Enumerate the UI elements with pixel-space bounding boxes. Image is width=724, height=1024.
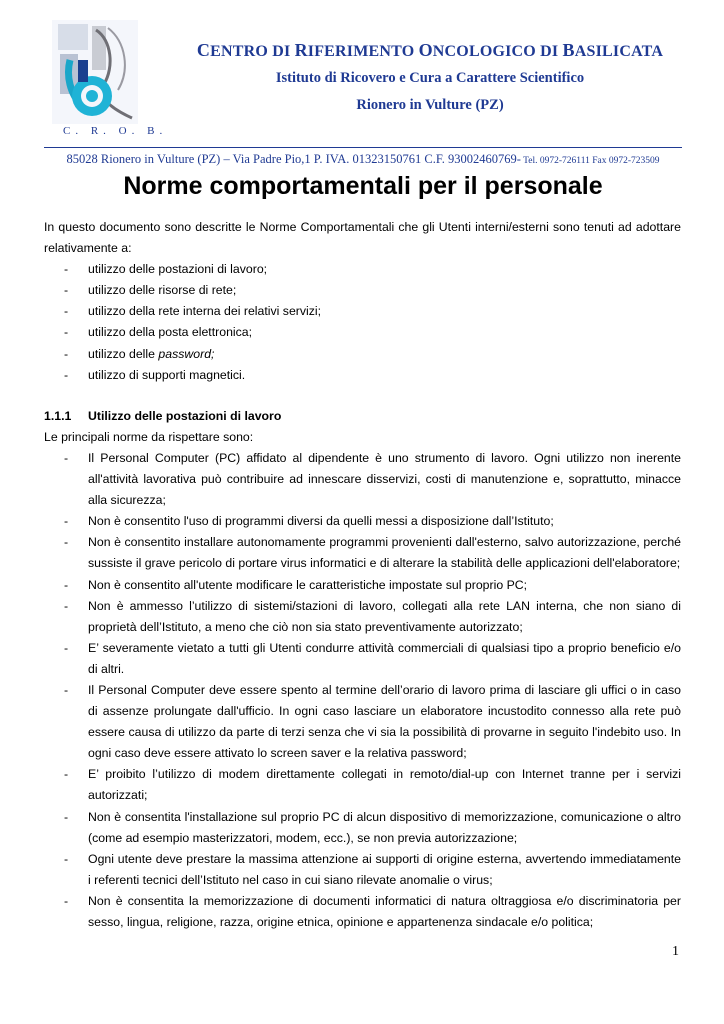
word-initial: C [196,40,211,60]
spacer [44,386,681,406]
institute-name-word [294,40,415,60]
list-item-text: utilizzo delle [88,346,159,361]
institute-name-word [562,40,664,60]
list-marker: - [64,325,69,340]
scope-item [44,344,681,365]
scope-item [44,301,681,322]
list-item-text: utilizzo di supporti magnetici. [88,367,246,382]
list-marker: - [64,262,69,277]
word-rest: ASILICATA [574,43,664,60]
section-lead: Le principali norme da rispettare sono: [44,429,254,444]
header-divider [44,147,682,148]
institute-name-word [418,40,536,60]
section-number: 1.1.1 [44,408,72,423]
list-item-text: Il Personal Computer (PC) affidato al dipendente è uno strumento di lavoro. Ogni utilizzo non inerente all'attività lavorativa può contribuire ad innescare disservizi, costi di manutenzione e, soprattutto, minacce alla sicurezza; [88,450,681,508]
institute-address [44,152,682,167]
institute-location: Rionero in Vulture (PZ) [356,97,504,113]
list-item-text: Non è ammesso l’utilizzo di sistemi/stazioni di lavoro, collegati alla rete LAN interna, che non siano di proprietà dell’Istituto, a meno che ciò non sia stato preventivamente autorizzato; [88,598,681,634]
word-initial: R [294,40,308,60]
scope-list [44,259,681,386]
page-number: 1 [672,944,679,959]
list-item-text: Non è consentito l'uso di programmi diversi da quelli messi a disposizione dall’Istituto; [88,514,554,529]
rule-item [44,891,681,933]
list-marker: - [64,535,69,550]
rule-item [44,448,681,511]
word-rest: DI [272,43,291,60]
list-marker: - [64,346,69,361]
list-item-text: utilizzo della rete interna dei relativi servizi; [88,304,322,319]
intro-paragraph: In questo documento sono descritte le Norme Comportamentali che gli Utenti interni/esterni sono tenuti ad adottare relativamente a: [44,220,681,256]
list-marker: - [64,577,69,592]
rule-item [44,764,681,806]
rule-item [44,532,681,574]
document-title: Norme comportamentali per il personale [123,172,603,200]
list-marker: - [64,893,69,908]
rule-item [44,511,681,532]
address-text: 85028 Rionero in Vulture (PZ) – Via Padre Pio,1 P. IVA. 01323150761 C.F. 93002460769- [66,152,521,166]
institute-name-word [196,40,268,60]
list-marker: - [64,640,69,655]
scope-item [44,365,681,386]
institute-name-word [272,43,290,60]
list-item-emphasis: password; [158,346,215,361]
list-item-text: utilizzo della posta elettronica; [88,325,253,340]
word-initial: B [562,40,575,60]
scope-item [44,259,681,280]
rule-item [44,849,681,891]
list-marker: - [64,682,69,697]
list-item-text: E’ severamente vietato a tutti gli Utenti condurre attività commerciali di qualsiasi tipo a proprio beneficio e/o di altri. [88,640,681,676]
institute-name-word [540,43,558,60]
rule-item [44,596,681,638]
list-item-text: Non è consentito all'utente modificare le caratteristiche impostate sul proprio PC; [88,577,528,592]
crob-logo-icon [52,20,138,124]
rule-item [44,680,681,764]
list-marker: - [64,767,69,782]
list-item-text: utilizzo delle risorse di rete; [88,283,237,298]
list-marker: - [64,367,69,382]
section-heading [44,406,681,427]
word-rest: ENTRO [210,43,268,60]
list-item-text: utilizzo delle postazioni di lavoro; [88,262,268,277]
section-title: Utilizzo delle postazioni di lavoro [88,408,282,423]
list-marker: - [64,514,69,529]
word-rest: IFERIMENTO [307,43,415,60]
word-rest: DI [540,43,559,60]
list-item-text: Non è consentito installare autonomamente programmi provenienti dall'esterno, salvo autorizzazione, perché sussiste il grave pericolo di portare virus informatici e di alterare la stabilità delle applicazioni dell'elaboratore; [88,535,681,571]
list-marker: - [64,851,69,866]
list-marker: - [64,304,69,319]
list-item-text: Il Personal Computer deve essere spento al termine dell’orario di lavoro prima di lasciare gli uffici o in caso di assenze prolungate dall'ufficio. In ogni caso lasciare un elaboratore incustodito connesso alla rete può essere causa di utilizzo da parte di terzi senza che vi sia la possibilità di provarne in seguito l'indebito uso. In ogni caso deve essere attivato lo screen saver e la relativa password; [88,682,681,761]
list-item-text: Non è consentita l'installazione sul proprio PC di alcun dispositivo di memorizzazione, comunicazione o altro (come ad esempio masterizzatori, modem, ecc.), se non previa autorizzazione; [88,809,681,845]
list-item-text: Ogni utente deve prestare la massima attenzione ai supporti di origine esterna, avvertendo immediatamente i referenti tecnici dell’Istituto nel caso in cui siano rilevate anomalie o virus; [88,851,681,887]
scope-item [44,322,681,343]
rule-item [44,638,681,680]
list-item-text: Non è consentita la memorizzazione di documenti informatici di natura oltraggiosa e/o discriminatoria per sesso, lingua, religione, razza, origine etnica, opinione e appartenenza sindacale e/o politica; [88,893,681,929]
institute-subtitle: Istituto di Ricovero e Cura a Carattere Scientifico [275,70,585,86]
scope-item [44,280,681,301]
list-marker: - [64,809,69,824]
contact-numbers: Tel. 0972-726111 Fax 0972-723509 [520,156,660,166]
rule-item [44,575,681,596]
rules-list [44,448,681,933]
list-item-text: E’ proibito l’utilizzo di modem direttamente collegati in remoto/dial-up con Internet tranne per i servizi autorizzati; [88,767,681,803]
word-rest: NCOLOGICO [432,43,536,60]
list-marker: - [64,450,69,465]
list-marker: - [64,598,69,613]
institute-name [170,40,690,61]
document-body [44,217,681,933]
word-initial: O [418,40,433,60]
logo-caption: C. R. O. B. [63,125,168,137]
list-marker: - [64,283,69,298]
rule-item [44,807,681,849]
